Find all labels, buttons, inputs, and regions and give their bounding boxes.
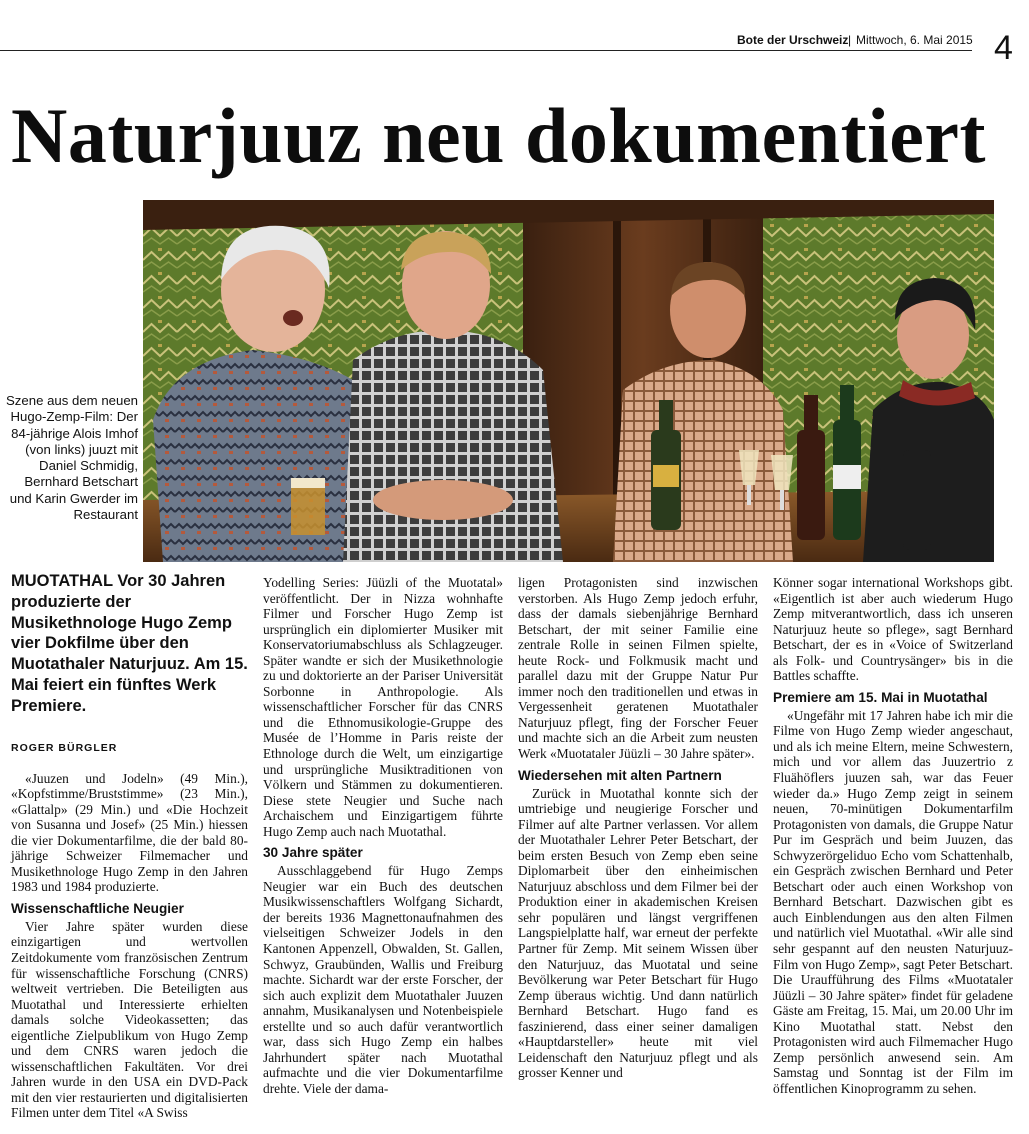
article-column-3: [518, 575, 758, 1081]
paragraph-4-start: Zurück in Muotathal konnte sich der umtriebige und neugierige Forscher und Filmer auf alte Partner verlassen. Vor allem der Muotathaler Lehrer Peter Betschart, der beim ersten Besuch von Zemp eben seine Diplomarbeit über den einheimischen Naturjuuz abschloss und dem Filmer bei der Produktion einer in akademischen Kreisen sehr populären und längst vergriffenen Langspielplatte half, war erneut der perfekte Partner für Zemp. Mit seinem Wissen über den Naturjuuz, das Muotatal und seine Bevölkerung war Peter Betschart für Hugo Zemp überaus wichtig. Und dann natürlich Bernhard Betschart. Hugo fand es faszinierend, dass einer seiner damaligen «Hauptdarsteller» heute mit viel Leidenschaft den Naturjuuz pflegt und als grosser Kenner und: [518, 785, 758, 1081]
paragraph-1: «Juuzen und Jodeln» (49 Min.), «Kopfstimme/Bruststimme» (23 Min.), «Glattalp» (29 Min.) und «Die Hochzeit von Susanna und Josef» (25 Min.) hiessen die vier Dokumentarfilme, die der bald 80-jährige Schweizer Filmemacher und Musikethnologe Hugo Zemp in den Jahren 1983 und 1984 produzierte.: [11, 770, 248, 895]
subhead-1: Wissenschaftliche Neugier: [11, 900, 184, 916]
page-number: 4: [994, 29, 1013, 67]
article-photo: [143, 200, 994, 562]
lead-placename: MUOTATHAL: [11, 572, 113, 590]
paragraph-4-end: Könner sogar international Workshops gibt. «Eigentlich ist aber auch wiederum Hugo Zemp mitverantwortlich, dass ich unseren Naturjuuz heute so pflege», sagt Bernhard Betschart, der es in «Voice of Switzerland als Folk- und Countrysänger» bis in die Battles schaffte.: [773, 575, 1013, 684]
masthead-separator: |: [848, 33, 852, 47]
photo-illustration: [143, 200, 994, 562]
article-column-4: [773, 575, 1013, 1097]
subhead-4: Premiere am 15. Mai in Muotathal: [773, 689, 988, 705]
author-byline: ROGER BÜRGLER: [11, 742, 118, 754]
article-column-2: [263, 575, 503, 1097]
subhead-2: 30 Jahre später: [263, 845, 363, 861]
article-column-1: [11, 741, 248, 1121]
article-headline: Naturjuuz neu dokumentiert: [11, 92, 987, 179]
paragraph-2-end: Yodelling Series: Jüüzli of the Muotatal» veröffentlicht. Der in Nizza wohnhafte Filmer und Forscher Hugo Zemp ist ursprünglich ein diplomierter Musiker mit Konservatoriumabschluss als Schlagzeuger. Später wandte er sich der Musikethnologie zu und doktorierte an der Pariser Universität Sorbonne in Anthropologie. Als wissenschaftlicher Forscher für das CNRS und die Ethnomusikologie-Gruppe des Musée de l’Homme in Paris reiste der Ethnologe durch die Welt, um einzigartige und ursprüngliche Musiktraditionen von Völkern und Stämmen zu dokumentieren. Diese stete Neugier und Suche nach Archaischem und Einzigartigem führte Hugo Zemp auch nach Muotathal.: [263, 575, 503, 839]
newspaper-name: Bote der Urschweiz: [737, 33, 849, 47]
paragraph-3-start: Ausschlaggebend für Hugo Zemps Neugier war ein Buch des deutschen Musikwissenschaftlers Wolfgang Sichardt, der bereits 1936 Magnettonaufnahmen des vielseitigen Schweizer Jodels in den Kantonen Appenzell, Obwalden, St. Gallen, Schwyz, Graubünden, Wallis und Freiburg machte. Sichardt war der erste Forscher, der sich auch explizit dem Muotathaler Juuzen annahm, Musikanalysen und Notenbeispiele erstellte und so auch dafür verantwortlich war, dass sich Hugo Zemp ein halbes Jahrhundert später nach Muotathal aufmachte und die vier Dokumentarfilme drehte. Viele der dama-: [263, 863, 503, 1096]
masthead: [0, 0, 1029, 67]
article-lead: [11, 571, 248, 717]
paragraph-3-end: ligen Protagonisten sind inzwischen verstorben. Als Hugo Zemp jedoch erfuhr, dass der damals siebenjährige Bernhard Betschart, der mit seiner Familie eine zentrale Rolle in seinen Filmen spielte, heute Rock- und Folkmusik macht und parallel dazu mit der Gruppe Natur Pur immer noch den traditionellen und etwas in Vergessenheit geratenen Muotathaler Naturjuuz pflegt, fing der Forscher Feuer und machte sich an die Arbeit zum neusten Werk «Muotataler Jüüzli – 30 Jahre später».: [518, 575, 758, 762]
lead-text: Vor 30 Jahren produzierte der Musikethnologe Hugo Zemp vier Dokfilme über den Muotathaler Naturjuuz. Am 15. Mai feiert ein fünftes Werk Premiere.: [11, 572, 248, 715]
photo-caption: Szene aus dem neuen Hugo-Zemp-Film: Der 84-jährige Alois Imhof (von links) juuzt mit Daniel Schmidig, Bernhard Betschart und Karin Gwerder im Restaurant: [6, 393, 138, 523]
paragraph-5: «Ungefähr mit 17 Jahren habe ich mir die Filme von Hugo Zemp wieder angeschaut, und als ich meine Eltern, meine Schwestern, mich und vor allem das Juuzertrio z Fluähöflers juuzen sah, war das Feuer wieder da.» Hugo Zemp zeigt in seinem neuen, 70-minütigen Dokumentarfilm Protagonisten von damals, die Gruppe Natur Pur im Gespräch und beim Juuzen, das Schwyzerörgeliduo Echo vom Schattenhalb, ein Gespräch zwischen Bernhard und Peter Betschart oder auch einen Workshop von Bernhard Betschart. Dazwischen gibt es auch Einblendungen aus den alten Filmen und natürlich viel Muotathal. «Wir alle sind sehr gespannt auf den neusten Naturjuuz-Film von Hugo Zemp», sagt Peter Betschart. Die Uraufführung des Films «Muotataler Jüüzli – 30 Jahre später» findet für geladene Gäste am Freitag, 15. Mai, um 20.00 Uhr im Kino Muotathal statt. Nebst den Protagonisten wird auch Filmemacher Hugo Zemp persönlich anwesend sein. Am Samstag und Sonntag ist der Film im öffentlichen Kinoprogramm zu sehen.: [773, 707, 1013, 1096]
issue-date: Mittwoch, 6. Mai 2015: [856, 33, 973, 47]
paragraph-2-start: Vier Jahre später wurden diese einzigartigen und wertvollen Zeitdokumente vom französischen Zentrum für wissenschaftliche Forschung (CNRS) weltweit vertrieben. Die Beteiligten aus Muotathal und Interessierte erhielten damals solche Videokassetten; das eigentliche Zielpublikum von Hugo Zemp und dem CNRS waren jedoch die wissenschaftlichen Fakultäten. Vor drei Jahren wurde in den USA ein DVD-Pack mit den vier restaurierten und digitalisierten Filmen unter dem Titel «A Swiss: [11, 918, 248, 1121]
subhead-3: Wiedersehen mit alten Partnern: [518, 767, 722, 783]
masthead-rule: [0, 50, 972, 51]
